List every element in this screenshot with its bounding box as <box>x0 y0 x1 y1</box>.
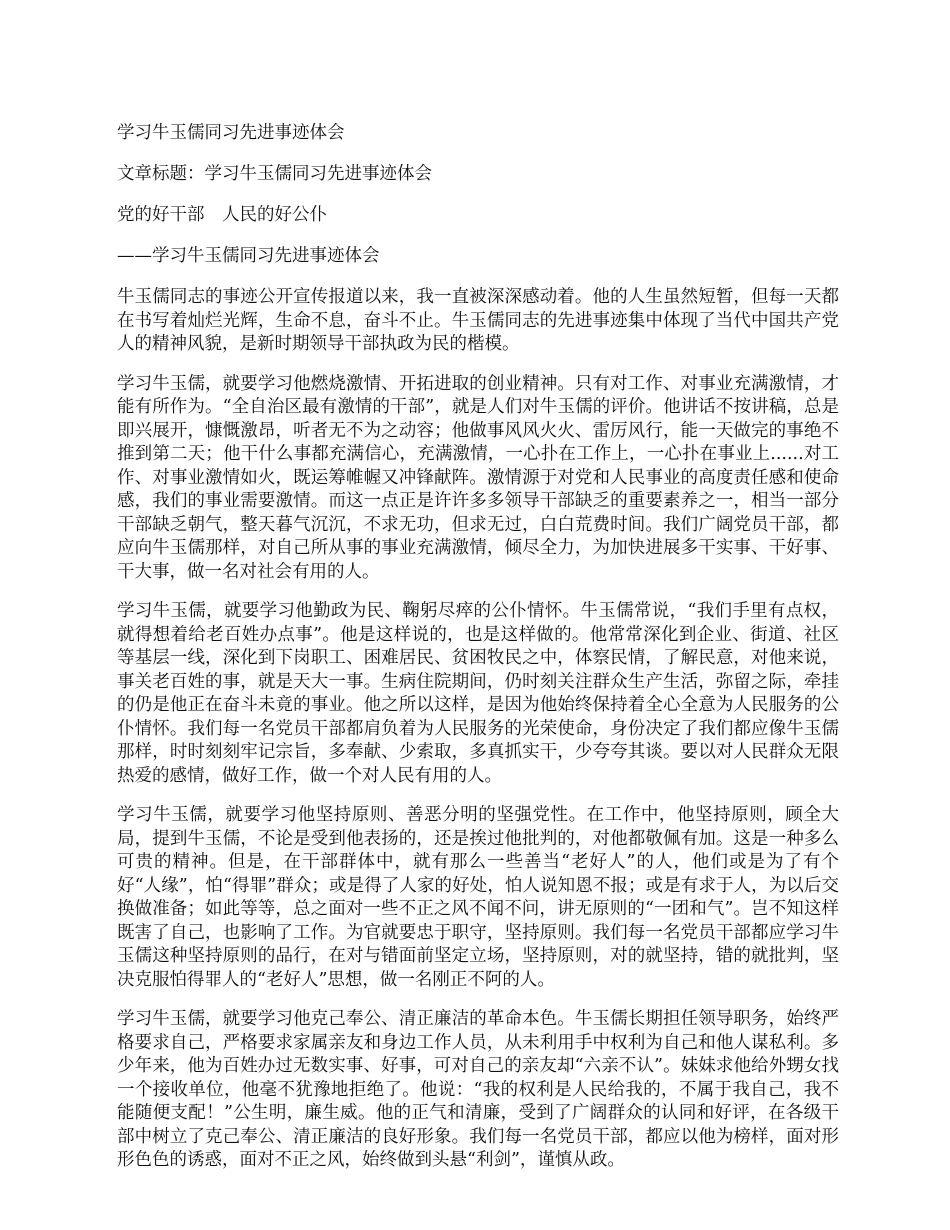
subheadline: ——学习牛玉儒同习先进事迹体会 <box>117 246 380 266</box>
paragraph: 学习牛玉儒，就要学习他勤政为民、鞠躬尽瘁的公仆情怀。牛玉儒常说，“我们手里有点权，就得想着给老百姓办点事”。他是这样说的，也是这样做的。他常常深化到企业、街道、社区等基层一线，深化到下岗职工、困难居民、贫困牧民之中，体察民情，了解民意，对他来说，事关老百姓的事，就是天大一事。生病住院期间，仍时刻关注群众生产生活，弥留之际，牵挂的仍是他正在奋斗未竟的事业。他之所以这样，是因为他始终保持着全心全意为人民服务的公仆情怀。我们每一名党员干部都肩负着为人民服务的光荣使命，身份决定了我们都应像牛玉儒那样，时时刻刻牢记宗旨，多奉献、少索取，多真抓实干，少夸夸其谈。要以对人民群众无限热爱的感情，做好工作，做一个对人民有用的人。 <box>117 601 839 786</box>
article-title: 文章标题：学习牛玉儒同习先进事迹体会 <box>117 164 432 184</box>
headline: 党的好干部 人民的好公仆 <box>117 205 327 225</box>
paragraph: 牛玉儒同志的事迹公开宣传报道以来，我一直被深深感动着。他的人生虽然短暂，但每一天都在书写着灿烂光辉，生命不息，奋斗不止。牛玉儒同志的先进事迹集中体现了当代中国共产党人的精神风貌，是新时期领导干部执政为民的楷模。 <box>117 287 839 354</box>
paragraph: 学习牛玉儒，就要学习他坚持原则、善恶分明的坚强党性。在工作中，他坚持原则，顾全大局，提到牛玉儒，不论是受到他表扬的，还是挨过他批判的，对他都敬佩有加。这是一种多么可贵的精神。但是，在干部群体中，就有那么一些善当“老好人”的人，他们或是为了有个好“人缘”，怕“得罪”群众；或是得了人家的好处，怕人说知恩不报；或是有求于人，为以后交换做准备；如此等等，总之面对一些不正之风不闻不问，讲无原则的“一团和气”。岂不知这样既害了自己，也影响了工作。为官就要忠于职守，坚持原则。我们每一名党员干部都应学习牛玉儒这种坚持原则的品行，在对与错面前坚定立场，坚持原则，对的就坚持，错的就批判，坚决克服怕得罪人的“老好人”思想，做一名刚正不阿的人。 <box>117 805 839 990</box>
paragraph: 学习牛玉儒，就要学习他克己奉公、清正廉洁的革命本色。牛玉儒长期担任领导职务，始终严格要求自己，严格要求家属亲友和身边工作人员，从未利用手中权利为自己和他人谋私利。多少年来，他为百姓办过无数实事、好事，可对自己的亲友却“六亲不认”。妹妹求他给外甥女找一个接收单位，他毫不犹豫地拒绝了。他说：“我的权利是人民给我的，不属于我自己，我不能随便支配！”公生明，廉生威。他的正气和清廉，受到了广阔群众的认同和好评，在各级干部中树立了克己奉公、清正廉洁的良好形象。我们每一名党员干部，都应以他为榜样，面对形形色色的诱惑，面对不正之风，始终做到头悬“利剑”，谨慎从政。 <box>117 1009 839 1170</box>
document-page <box>117 122 839 1189</box>
paragraph: 学习牛玉儒，就要学习他燃烧激情、开拓进取的创业精神。只有对工作、对事业充满激情，才能有所作为。“全自治区最有激情的干部”，就是人们对牛玉儒的评价。他讲话不按讲稿，总是即兴展开，慷慨激昂，听者无不为之动容；他做事风风火火、雷厉风行，能一天做完的事绝不推到第二天；他干什么事都充满信心，充满激情，一心扑在工作上，一心扑在事业上......对工作、对事业激情如火，既运筹帷幄又冲锋献阵。激情源于对党和人民事业的高度责任感和使命感，我们的事业需要激情。而这一点正是许许多多领导干部缺乏的重要素养之一，相当一部分干部缺乏朝气，整天暮气沉沉，不求无功，但求无过，白白荒费时间。我们广阔党员干部，都应向牛玉儒那样，对自己所从事的事业充满激情，倾尽全力，为加快进展多干实事、干好事、干大事，做一名对社会有用的人。 <box>117 373 839 582</box>
document-title: 学习牛玉儒同习先进事迹体会 <box>117 123 345 143</box>
